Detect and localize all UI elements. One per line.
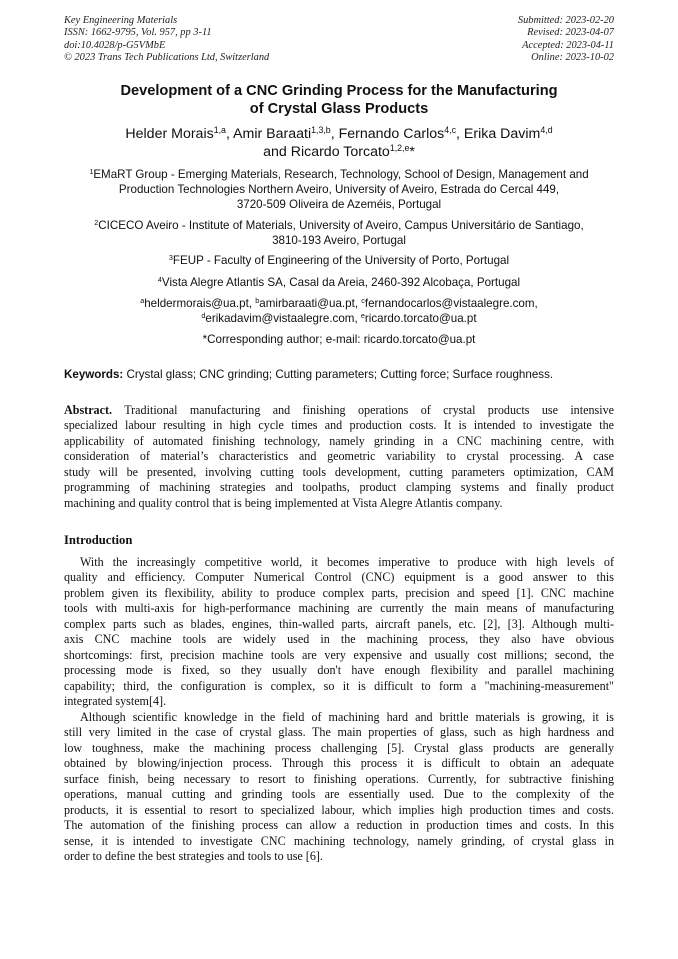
journal-name: Key Engineering Materials (64, 15, 178, 26)
corresponding-star: * (409, 144, 415, 160)
title-line: Development of a CNC Grinding Process for the Manufacturing (120, 83, 558, 99)
affil-text: FEUP - Faculty of Engineering of the University of Porto, Portugal (172, 254, 510, 267)
keywords (64, 367, 614, 382)
paragraph-line: surface finish, being necessary to resort to finishing operations. Currently, for subtractive finishing (64, 771, 614, 786)
email-marker: d (201, 311, 206, 321)
keywords-label: Keywords: (64, 368, 124, 381)
corresponding-text: *Corresponding author; e-mail: ricardo.torcato@ua.pt (202, 333, 476, 346)
paragraph-line: still very limited in the case of crystal glass. The main properties of glass, such as high hardness and (64, 725, 614, 740)
abstract-line: consideration of material’s characteristics and geometric variability to crystal processing. A case (64, 449, 614, 464)
affiliation-3 (64, 253, 614, 268)
email-list (64, 296, 614, 326)
paragraph-line: capability; third, the configuration is complex, so it is difficult to form a "machining-measurement" (64, 678, 614, 693)
abstract-line: machining and quality control that is being implemented at Vista Alegre Atlantis company. (64, 495, 503, 510)
abstract-label: Abstract. (64, 403, 113, 417)
section-heading-introduction: Introduction (64, 533, 133, 547)
author-list (64, 125, 614, 161)
email-marker: b (255, 296, 260, 306)
email-address: fernandocarlos@vistaalegre.com (364, 297, 535, 310)
author-name: Ricardo Torcato (290, 144, 390, 160)
affiliation-2 (64, 218, 614, 248)
affiliation-line: 3720-509 Oliveira de Azeméis, Portugal (236, 198, 442, 211)
author-affil-marker: 1,3,b (311, 125, 331, 136)
affil-number: 1 (89, 167, 94, 177)
affil-number: 3 (168, 253, 173, 263)
affil-number: 2 (94, 218, 99, 228)
doi-line: doi:10.4028/p-G5VMbE (64, 39, 166, 51)
introduction-paragraph-2 (64, 710, 614, 864)
email-address: ricardo.torcato@ua.pt (364, 312, 477, 325)
paragraph-line: obtained by blowing/injection process. Through this process it is difficult to obtain an adequate (64, 756, 614, 771)
abstract-line (64, 403, 614, 418)
author-name: Amir Baraati (233, 126, 312, 142)
corresponding-author (64, 332, 614, 347)
email-marker: e (360, 311, 365, 321)
paragraph-line: shortcomings: first, precision machine tools are very expensive and usually cost millions; second, the (64, 647, 614, 662)
paragraph-line: complex parts such as blades, engines, thin-walled parts, aircraft panels, etc. [2], [3]. Although multi- (64, 616, 614, 631)
introduction-paragraph-1 (64, 555, 614, 709)
paragraph-line: problem given its flexibility, ability to produce complex parts, precision and speed [1]. CNC machine (64, 585, 614, 600)
affiliation-line (64, 167, 614, 182)
abstract (64, 403, 614, 511)
abstract-line: applicability of automated finishing technology, namely grinding in a CNC machining centre, with (64, 433, 614, 448)
title-line: of Crystal Glass Products (249, 101, 429, 117)
author-name: Fernando Carlos (338, 126, 445, 142)
affiliation-4 (64, 275, 614, 290)
abstract-line: specialized labour resulting in high cycle times and production costs. It is intended to investigate the (64, 418, 614, 433)
email-address: amirbaraati@ua.pt (259, 297, 355, 310)
affiliation-1 (64, 167, 614, 212)
affil-number: 4 (157, 275, 162, 285)
abstract-line: study will be presented, involving cutting tools development, cutting parameters optimization, CAM (64, 464, 614, 479)
online-date: Online: 2023-10-02 (531, 52, 614, 64)
paragraph-line: processing mode is fixed, so they usually don't have enough flexibility and parallel machining (64, 663, 614, 678)
paper-title (64, 82, 614, 118)
paragraph-line: The automation of the finishing process can allow a reduction in production times and costs. In this (64, 818, 614, 833)
paragraph-line: order to define the best strategies and tools to use [6]. (64, 848, 323, 863)
email-line: $^d$erikadavim@vistaalegre.com, $^e$ricardo.torcato@ua.pt (201, 311, 477, 325)
affiliation-line (64, 218, 614, 233)
affiliation-line: 3810-193 Aveiro, Portugal (272, 234, 406, 247)
author-name: Helder Morais (125, 126, 214, 142)
email-line: $^a$heldermorais@ua.pt, $^b$amirbaraati@ua.pt, $^c$fernandocarlos@vistaalegre.com, (140, 296, 538, 310)
author-affil-marker: 1,a (213, 125, 226, 136)
paragraph-line: sense, it is intended to investigate CNC machining technology, namely grinding, of crystal glass in (64, 833, 614, 848)
journal-info (64, 15, 269, 65)
publication-dates (518, 15, 614, 65)
email-marker: a (140, 296, 145, 306)
paragraph-line: tools with multi-axis for high-performance machining are currently the main means of manufacturing (64, 601, 614, 616)
affil-text: CICECO Aveiro - Institute of Materials, University of Aveiro, Campus Universitário de Santiago, (98, 219, 584, 232)
affil-text: EMaRT Group - Emerging Materials, Research, Technology, School of Design, Management and (93, 168, 589, 181)
affiliation-line: Production Technologies Northern Aveiro, University of Aveiro, Estrada do Cercal 449, (118, 183, 560, 196)
author-name: Erika Davim (463, 126, 541, 142)
submitted-date: Submitted: 2023-02-20 (517, 15, 614, 26)
affiliation-line (64, 253, 614, 268)
revised-date: Revised: 2023-04-07 (527, 27, 614, 39)
email-address: heldermorais@ua.pt (144, 297, 249, 310)
paragraph-line: axis CNC machine tools are widely used in the machining process, they also have obvious (64, 632, 614, 647)
affil-text: Vista Alegre Atlantis SA, Casal da Areia, 2460-392 Alcobaça, Portugal (161, 276, 521, 289)
abstract-text: Traditional manufacturing and finishing operations of crystal products use intensive (112, 403, 614, 417)
author-line: Helder Morais$^{1,a}$, Amir Baraati$^{1,3,b}$, Fernando Carlos$^{4,c}$, Erika Davim$^{4,d}$ (125, 125, 553, 142)
author-affil-marker: 1,2,e (389, 143, 410, 154)
email-address: erikadavim@vistaalegre.com (205, 312, 355, 325)
author-affil-marker: 4,c (444, 125, 457, 136)
paragraph-line: operations, manual cutting and grinding tools are essentially used. Due to the complexity of the (64, 787, 614, 802)
paragraph-line: Although scientific knowledge in the field of machining hard and brittle materials is growing, it is (80, 710, 614, 724)
keywords-text: Crystal glass; CNC grinding; Cutting parameters; Cutting force; Surface roughness. (123, 368, 554, 381)
issn-line: ISSN: 1662-9795, Vol. 957, pp 3-11 (64, 27, 212, 39)
paragraph-line: With the increasingly competitive world, it becomes imperative to produce with high levels of (80, 555, 614, 569)
author-conjunction: and (263, 144, 291, 160)
copyright-line: © 2023 Trans Tech Publications Ltd, Switzerland (64, 52, 270, 64)
paragraph-line: quality and efficiency. Computer Numerical Control (CNC) equipment is a good answer to this (64, 570, 614, 585)
affiliation-line (64, 275, 614, 290)
paragraph-line: products, it is essential to resort to specialized labour, which implies high production times and costs. (64, 802, 614, 817)
author-affil-marker: 4,d (540, 125, 553, 136)
email-marker: c (361, 296, 365, 306)
accepted-date: Accepted: 2023-04-11 (522, 39, 614, 51)
paragraph-line: integrated system[4]. (64, 693, 167, 708)
abstract-line: programming of machining strategies and toolpaths, product clamping systems and finally product (64, 480, 614, 495)
author-line (64, 143, 614, 161)
paragraph-line: low toughness, make the machining process challenging [5]. Crystal glass products are generally (64, 740, 614, 755)
